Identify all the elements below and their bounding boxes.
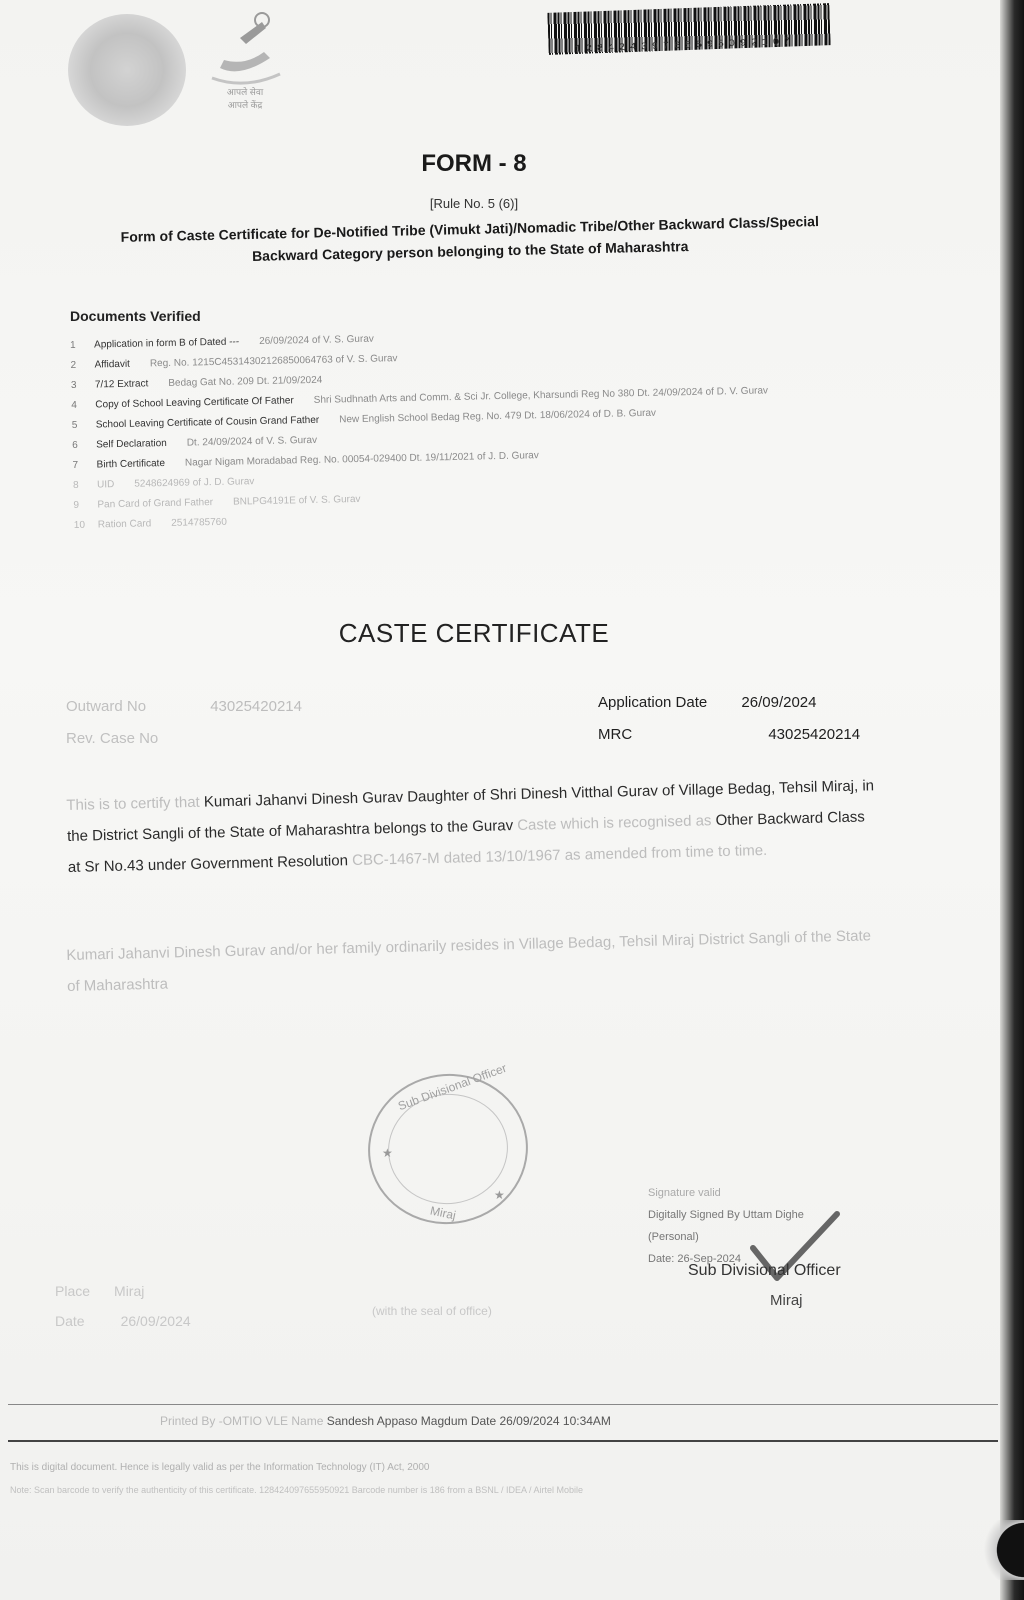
star-icon: ★ — [382, 1146, 393, 1160]
seal-text: Sub Divisional Officer — [396, 1060, 509, 1114]
mrc-label: MRC — [598, 726, 633, 743]
document-number: 3 — [70, 379, 77, 391]
verification-note: Note: Scan barcode to verify the authenticity of this certificate. 128424097655950921 Barcode number is 186 from a BSNL / IDEA / Airtel Mobile — [10, 1485, 583, 1495]
para1-intro: This is to certify that — [66, 793, 205, 814]
document-label: Birth Certificate — [96, 458, 166, 471]
signature-date: Date: 26-Sep-2024 — [648, 1253, 741, 1265]
document-number: 8 — [72, 479, 79, 491]
para2-text: Kumari Jahanvi Dinesh Gurav and/or her family ordinarily resides in Village Bedag, Tehsil Miraj District Sangli of the State of Maharashtra — [66, 927, 872, 995]
document-value: Bedag Gat No. 209 Dt. 21/09/2024 — [168, 374, 323, 389]
para1-caste-text: Caste which is recognised as — [512, 812, 716, 835]
outward-label: Outward No — [66, 698, 147, 715]
signature-valid: Signature valid — [648, 1187, 721, 1199]
document-label: 7/12 Extract — [94, 378, 149, 391]
document-value: BNLPG4191E of V. S. Gurav — [232, 493, 361, 508]
star-icon: ★ — [494, 1188, 505, 1202]
printed-by-details: Sandesh Appaso Magdum Date 26/09/2024 10:34AM — [326, 1414, 611, 1428]
signer-role: (Personal) — [648, 1231, 699, 1243]
rev-case-number — [66, 730, 158, 747]
barcode-number: 128424097655950921Q7 — [574, 36, 796, 56]
document-value: New English School Bedag Reg. No. 479 Dt. 18/06/2024 of D. B. Gurav — [339, 407, 657, 426]
logo-caption-line2: आपले केंद्र — [227, 100, 263, 110]
documents-heading: Documents Verified — [70, 308, 201, 324]
page-edge-shadow — [1000, 0, 1024, 1600]
document-value: Shri Sudhnath Arts and Comm. & Sci Jr. College, Kharsundi Reg No 380 Dt. 24/09/2024 of D. V. Gurav — [313, 385, 769, 406]
document-value: Nagar Nigam Moradabad Reg. No. 00054-029400 Dt. 19/11/2021 of J. D. Gurav — [184, 450, 539, 469]
document-value: 5248624969 of J. D. Gurav — [134, 476, 255, 490]
document-label: Application in form B of Dated --- — [93, 336, 240, 351]
document-value: Dt. 24/09/2024 of V. S. Gurav — [186, 434, 318, 449]
form-title: FORM - 8 — [421, 150, 527, 177]
form-subtitle: Form of Caste Certificate for De-Notified Tribe (Vimukt Jati)/Nomadic Tribe/Other Backward Class/Special Backward Category person belonging to the State of Maharashtra — [120, 213, 820, 264]
certification-paragraph — [66, 770, 878, 883]
document-label: Ration Card — [97, 518, 152, 531]
date-value: 26/09/2024 — [120, 1313, 191, 1329]
footer-divider — [8, 1440, 998, 1442]
form-rule: [Rule No. 5 (6)] — [429, 196, 519, 211]
officer-place: Miraj — [770, 1292, 803, 1309]
document-number: 10 — [73, 519, 86, 531]
place-date-block — [55, 1276, 191, 1336]
document-value: 2514785760 — [171, 516, 227, 529]
officer-designation: Sub Divisional Officer — [688, 1262, 841, 1279]
document-label: School Leaving Certificate of Cousin Grand Father — [95, 414, 320, 431]
document-number: 2 — [70, 359, 77, 371]
certificate-title: CASTE CERTIFICATE — [338, 618, 610, 648]
document-label: Self Declaration — [96, 437, 167, 451]
para1-resolution: CBC-1467-M dated 13/10/1967 as amended from time to time. — [347, 841, 768, 870]
document-value: 26/09/2024 of V. S. Gurav — [259, 333, 374, 348]
outward-value: 43025420214 — [210, 698, 302, 715]
documents-list — [70, 323, 874, 540]
document-label: Copy of School Leaving Certificate Of Father — [95, 395, 294, 411]
para1-category: Other Backward Class at Sr No.43 under Government Resolution — [67, 808, 866, 876]
state-emblem — [68, 14, 186, 126]
place-label: Place — [55, 1283, 91, 1299]
document-number: 5 — [71, 419, 78, 431]
printed-by-label: Printed By -OMTIO VLE Name — [160, 1414, 327, 1428]
seal-note: (with the seal of office) — [372, 1304, 492, 1318]
mrc-value: 43025420214 — [768, 726, 861, 743]
rev-case-label: Rev. Case No — [66, 730, 159, 747]
document-number: 1 — [70, 339, 76, 351]
legal-note: This is digital document. Hence is legally valid as per the Information Technology (IT) Act, 2000 — [10, 1462, 430, 1473]
document-number: 7 — [72, 459, 79, 471]
seal-city: Miraj — [428, 1203, 458, 1223]
footer-divider — [8, 1404, 998, 1405]
logo-caption — [205, 86, 285, 112]
document-label: UID — [96, 479, 115, 491]
para1-main: Kumari Jahanvi Dinesh Gurav Daughter of Shri Dinesh Vitthal Gurav of Village Bedag, Tehsil Miraj, in the District Sangli of the State of Maharashtra belongs to the Gurav — [66, 777, 875, 845]
application-date — [598, 694, 816, 711]
document-number: 4 — [71, 399, 78, 411]
place-value: Miraj — [114, 1283, 145, 1299]
document-label: Pan Card of Grand Father — [97, 497, 214, 511]
document-label: Affidavit — [94, 358, 131, 371]
application-date-label: Application Date — [598, 694, 708, 711]
outward-number — [66, 698, 302, 715]
mrc — [598, 726, 860, 743]
date-label: Date — [55, 1313, 85, 1329]
application-date-value: 26/09/2024 — [741, 694, 817, 711]
printed-by-line — [160, 1414, 820, 1428]
binder-clip — [964, 1520, 1024, 1580]
signed-by: Digitally Signed By Uttam Dighe — [648, 1209, 804, 1221]
document-number: 9 — [73, 499, 80, 511]
document-number: 6 — [72, 439, 78, 451]
document-value: Reg. No. 1215C45314302126850064763 of V. S. Gurav — [149, 353, 398, 370]
logo-caption-line1: आपले सेवा — [226, 87, 264, 97]
